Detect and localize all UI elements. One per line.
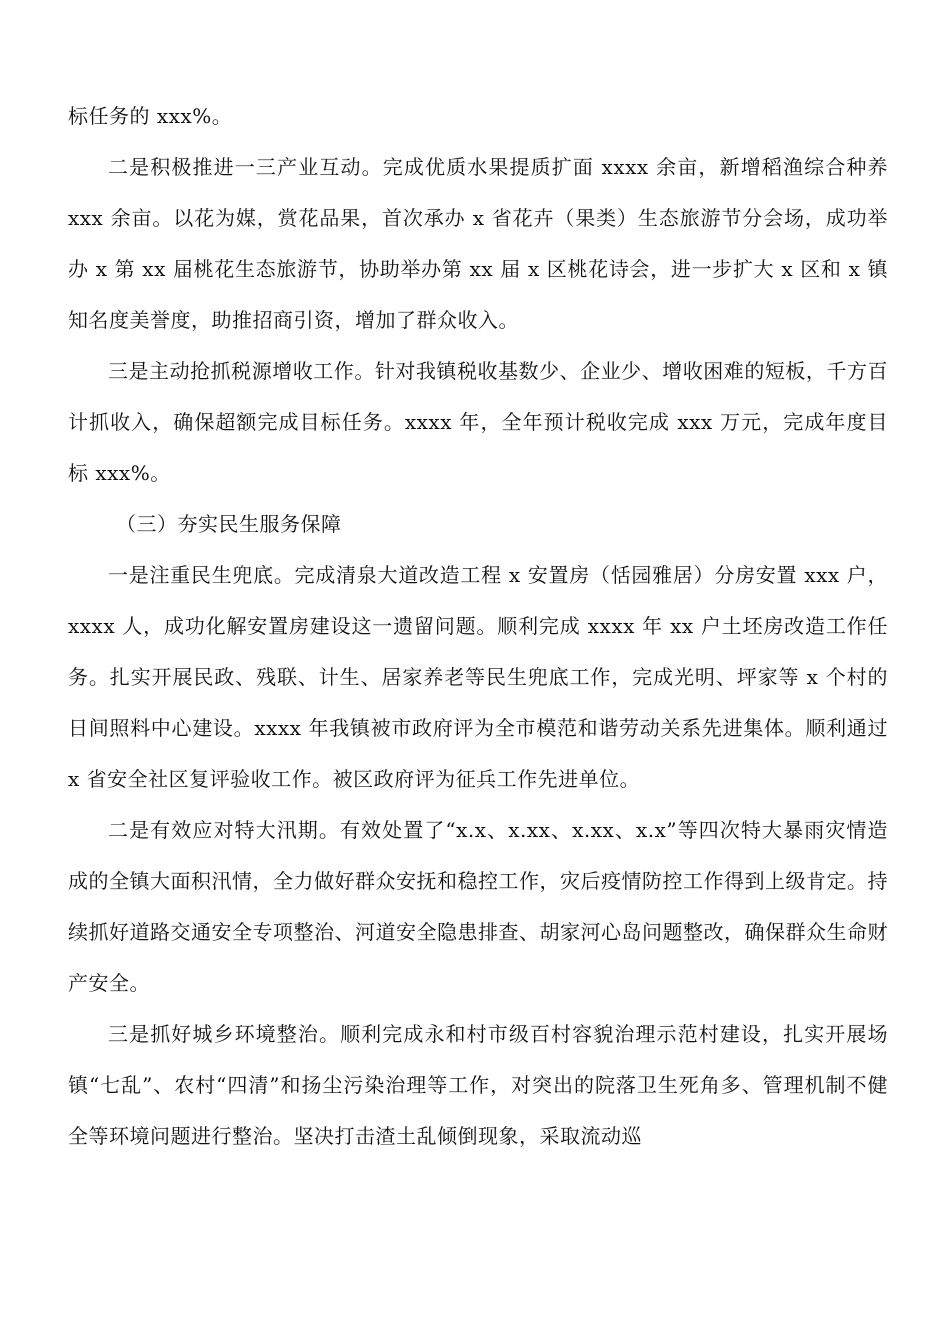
paragraph-tax-revenue: 三是主动抢抓税源增收工作。针对我镇税收基数少、企业少、增收困难的短板，千方百计抓收入，确保超额完成目标任务。xxxx 年，全年预计税收完成 xxx 万元，完成年度目标 xxx%。 — [68, 359, 888, 485]
paragraph-flood-response: 二是有效应对特大汛期。有效处置了“x.x、x.xx、x.xx、x.x”等四次特大暴雨灾情造成的全镇大面积汛情，全力做好群众安抚和稳控工作，灾后疫情防控工作得到上级肯定。持续抓好道路交通安全专项整治、河道安全隐患排查、胡家河心岛问题整改，确保群众生命财产安全。 — [68, 818, 888, 995]
paragraph-livelihood-support: 一是注重民生兜底。完成清泉大道改造工程 x 安置房（恬园雅居）分房安置 xxx 户，xxxx 人，成功化解安置房建设这一遗留问题。顺利完成 xxxx 年 xx 户土坯房改造工作任务。扎实开展民政、残联、计生、居家养老等民生兜底工作，完成光明、坪家等 x 个村的日间照料中心建设。xxxx 年我镇被市政府评为全市模范和谐劳动关系先进集体。顺利通过 x 省安全社区复评验收工作。被区政府评为征兵工作先进单位。 — [68, 563, 888, 791]
paragraph-environment: 三是抓好城乡环境整治。顺利完成永和村市级百村容貌治理示范村建设，扎实开展场镇“七乱”、农村“四清”和扬尘污染治理等工作，对突出的院落卫生死角多、管理机制不健全等环境问题进行整治。坚决打击渣土乱倾倒现象，采取流动巡 — [68, 1022, 888, 1148]
paragraph-continuation: 标任务的 xxx%。 — [68, 104, 233, 128]
paragraph-industry-interaction: 二是积极推进一三产业互动。完成优质水果提质扩面 xxxx 余亩，新增稻渔综合种养 xxx 余亩。以花为媒，赏花品果，首次承办 x 省花卉（果类）生态旅游节分会场，成功举办 x 第 xx 届桃花生态旅游节，协助举办第 xx 届 x 区桃花诗会，进一步扩大 x 区和 x 镇知名度美誉度，助推招商引资，增加了群众收入。 — [68, 155, 888, 332]
section-heading-livelihood: （三）夯实民生服务保障 — [116, 512, 342, 536]
